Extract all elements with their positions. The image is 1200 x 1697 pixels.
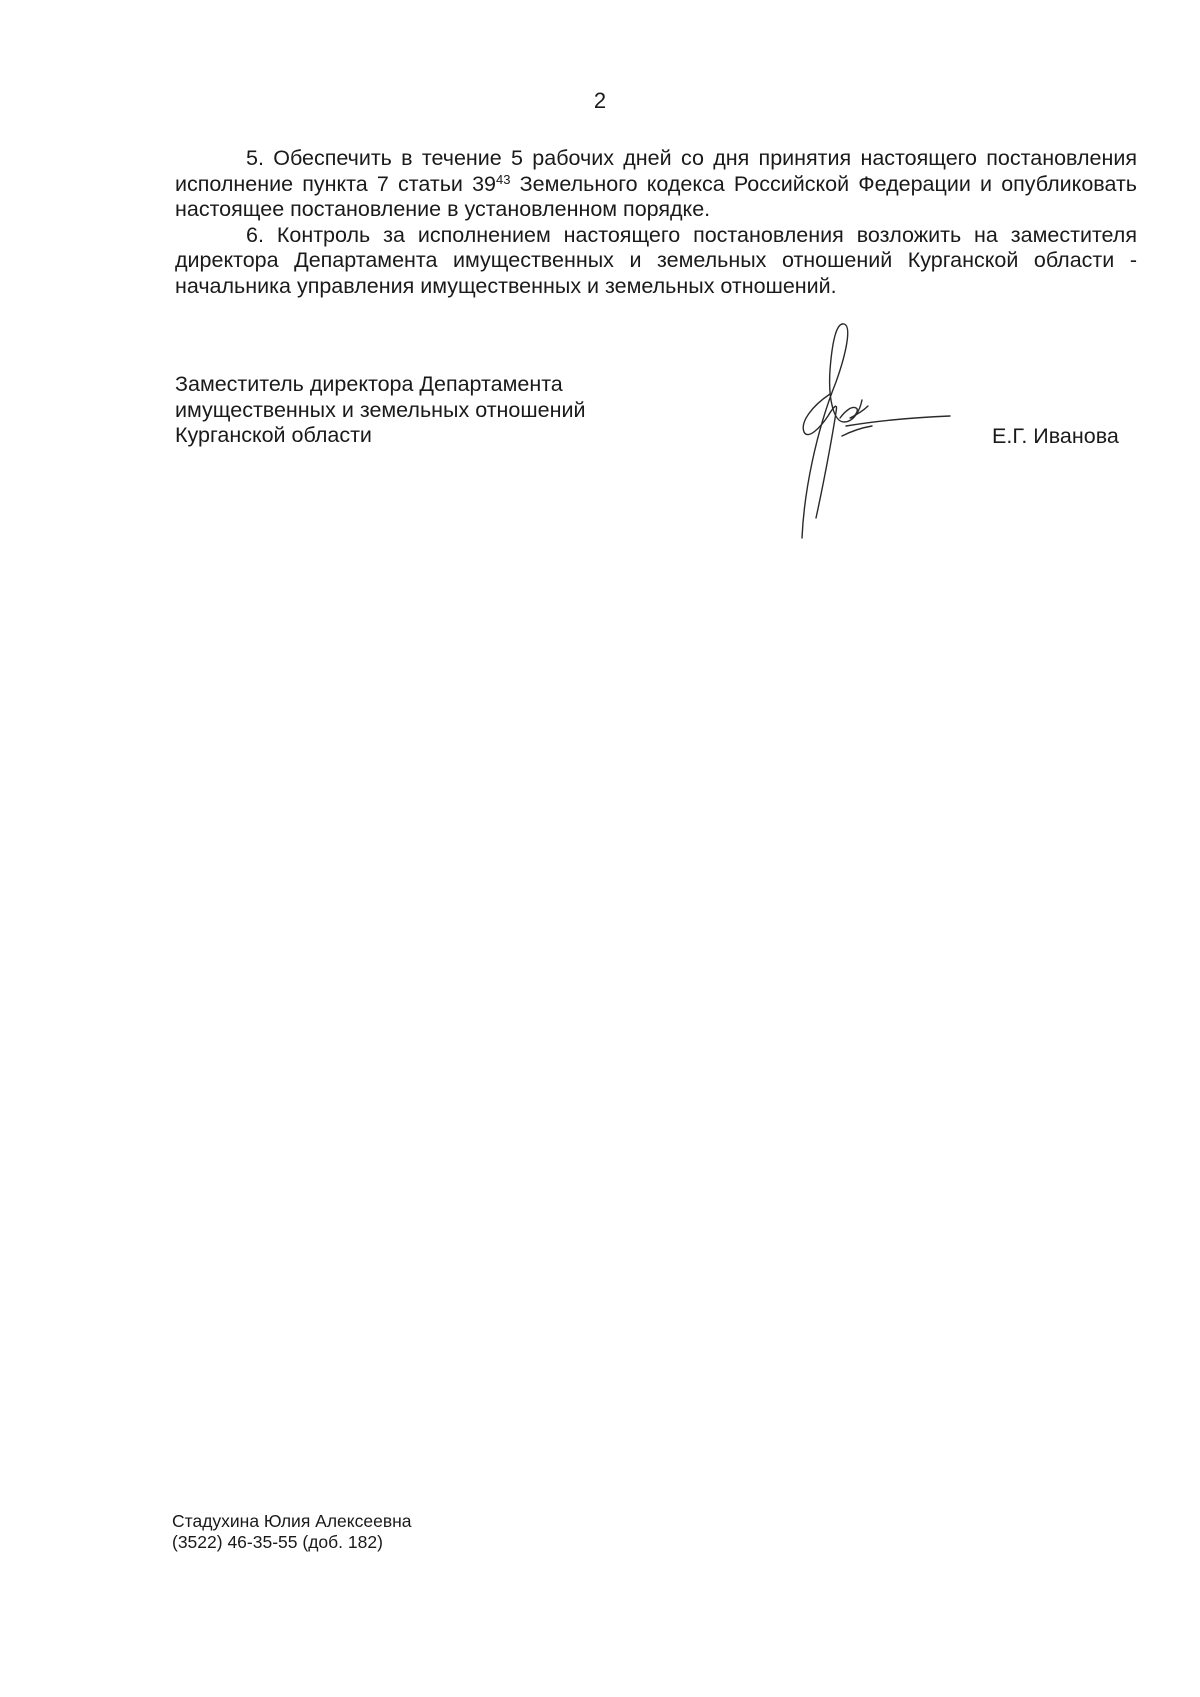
signatory-title-line: имущественных и земельных отношений — [175, 397, 586, 422]
signatory-title-line: Заместитель директора Департамента — [175, 372, 563, 396]
signer-name: Е.Г. Иванова — [992, 424, 1119, 448]
signature-lower-tick — [842, 426, 872, 436]
executor-footer — [172, 1511, 412, 1553]
signature-tail-stroke — [846, 416, 950, 426]
signature-main-curve — [803, 394, 836, 518]
signatory-title — [175, 372, 655, 449]
page-number: 2 — [593, 88, 607, 113]
paragraph-5-text-end: Земельного кодекса Российской Федерации и опубликовать настоящее постановление в установленном порядке. — [175, 171, 1138, 221]
article-superscript: 43 — [496, 171, 511, 187]
executor-phone: (3522) 46-35-55 (доб. 182) — [172, 1532, 383, 1552]
executor-name: Стадухина Юлия Алексеевна — [172, 1511, 412, 1531]
signatory-title-line: Курганской области — [175, 423, 372, 447]
paragraph-5-text-start: 5. Обеспечить в течение 5 рабочих дней со дня принятия настоящего постановления исполнение пункта 7 статьи 39 — [175, 146, 1137, 196]
paragraph-6: 6. Контроль за исполнением настоящего постановления возложить на заместителя директора Департамента имущественных и земельных отношений Курганской области - начальника управления имущественных и земельных отношений. — [175, 222, 1137, 298]
document-body — [175, 146, 1137, 299]
paragraph-5 — [175, 146, 1137, 223]
signature-small-loops — [840, 406, 868, 418]
handwritten-signature — [790, 322, 965, 542]
